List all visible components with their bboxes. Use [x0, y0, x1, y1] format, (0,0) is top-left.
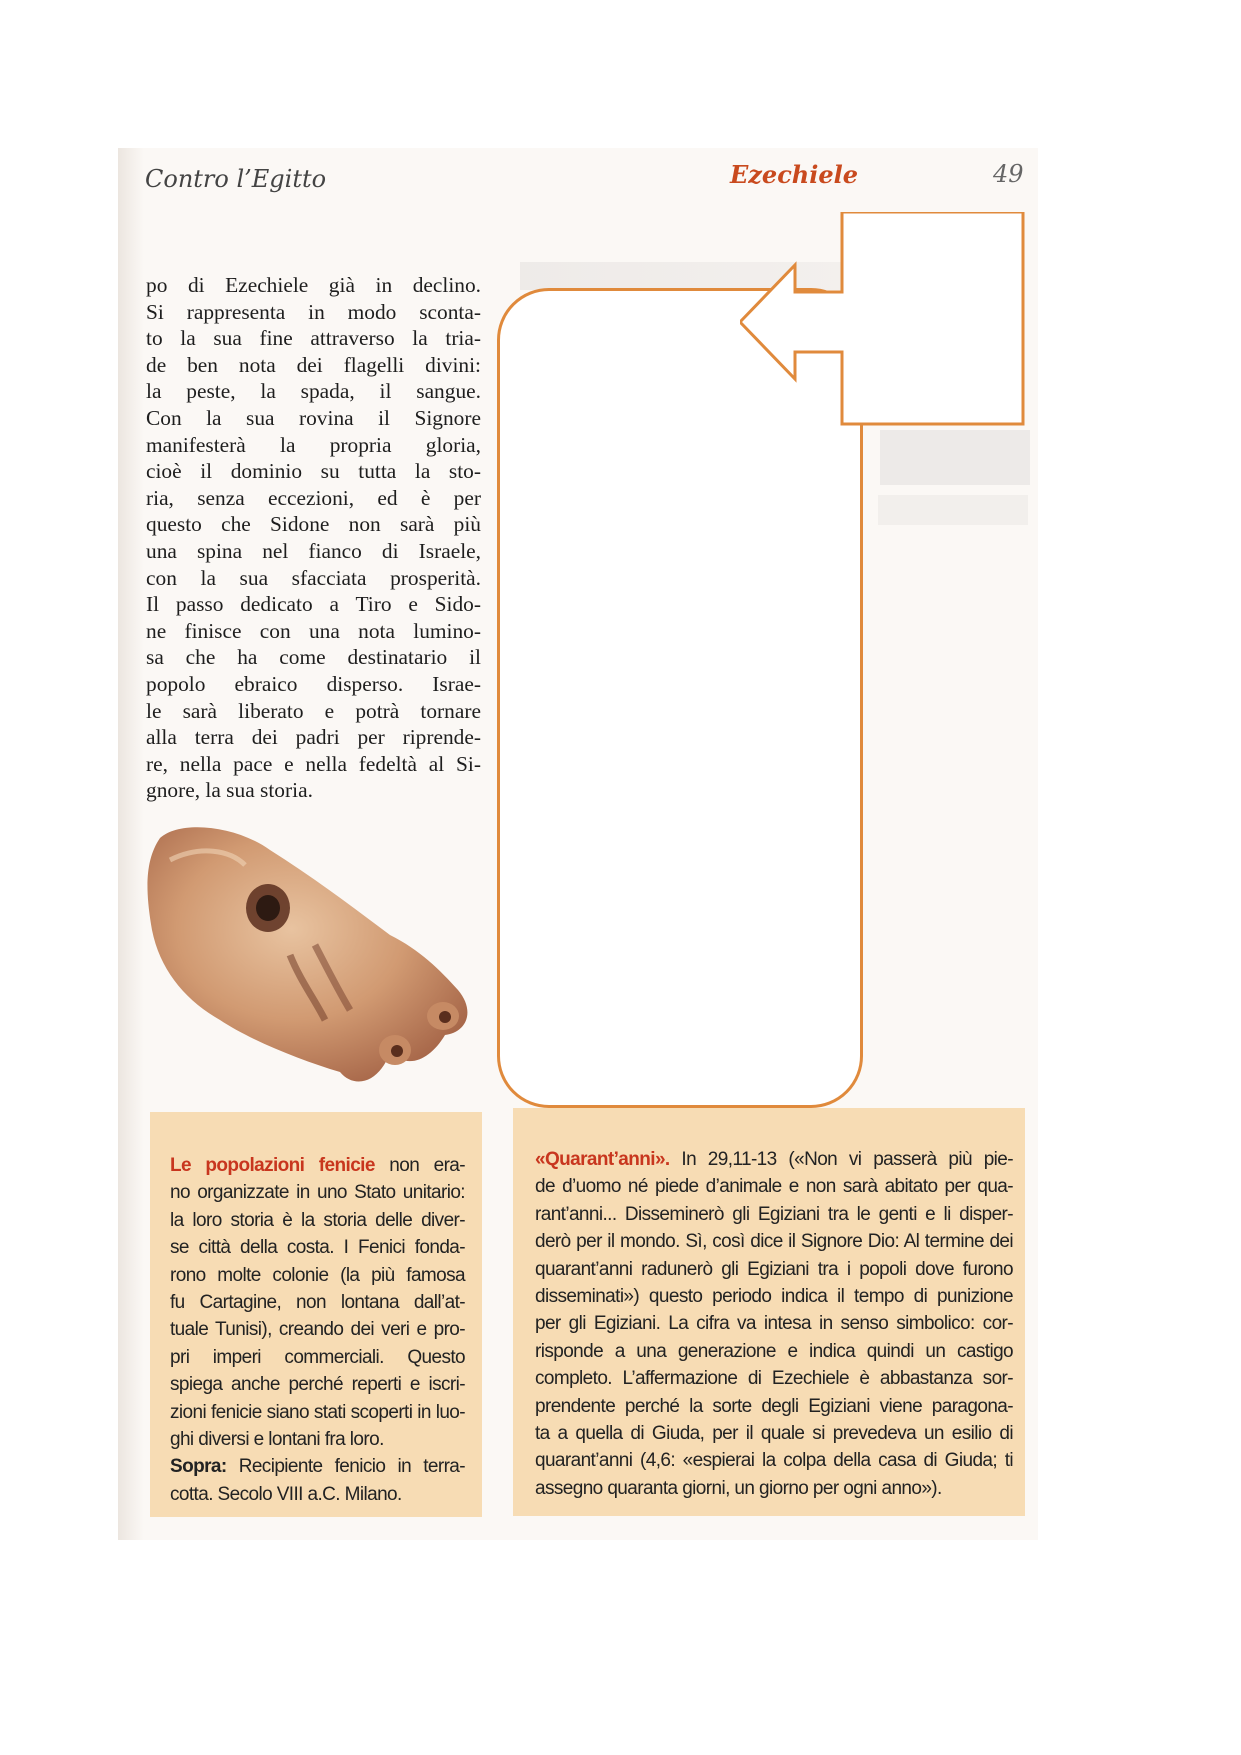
sidebar-line: risponde a una generazione e indica quindi un castigo — [535, 1340, 1013, 1362]
caption-line: Recipiente fenicio in terra- — [226, 1456, 465, 1478]
body-line: popolo ebraico disperso. Israe- — [146, 671, 481, 696]
sidebar-line: per gli Egiziani. La cifra va intesa in senso simbolico: cor- — [535, 1313, 1013, 1335]
body-line: sa che ha come destinatario il — [146, 645, 481, 670]
sidebar-highlight: Le popolazioni fenicie — [170, 1155, 375, 1176]
body-line: le sarà liberato e potrà tornare — [146, 698, 481, 723]
body-line: Il passo dedicato a Tiro e Sido- — [146, 592, 481, 617]
body-line: to la sua fine attraverso la tria- — [146, 326, 481, 351]
body-line: Si rappresenta in modo sconta- — [146, 299, 481, 324]
sidebar-line: In 29,11-13 («Non vi passerà più pie- — [669, 1149, 1013, 1170]
sidebar-line: no organizzate in uno Stato unitario: — [170, 1182, 465, 1204]
bleed-through-block — [880, 430, 1030, 485]
body-line: de ben nota dei flagelli divini: — [146, 352, 481, 377]
sidebar-line: quarant’anni radunerò gli Egiziani tra i popoli dove furono — [535, 1258, 1013, 1280]
sidebar-line: spiega anche perché reperti e iscri- — [170, 1374, 465, 1396]
sidebar-forty-years-text — [535, 1146, 1013, 1502]
sidebar-line: tuale Tunisi), creando dei veri e pro- — [170, 1319, 465, 1341]
body-line: ne finisce con una nota lumino- — [146, 618, 481, 643]
body-line: ria, senza eccezioni, ed è per — [146, 485, 481, 510]
annotation-left-arrow — [740, 212, 1040, 432]
body-line: re, nella pace e nella fedeltà al Si- — [146, 751, 481, 776]
phoenician-vessel-image — [140, 820, 485, 1100]
sidebar-phoenicians — [150, 1112, 482, 1517]
body-line: gnore, la sua storia. — [146, 778, 313, 803]
sidebar-line: de d’uomo né piede d’animale e non sarà abitato per qua- — [535, 1176, 1013, 1198]
body-line: cioè il dominio su tutta la sto- — [146, 459, 481, 484]
sidebar-line: ghi diversi e lontani fra loro. — [170, 1429, 384, 1451]
sidebar-forty-years — [513, 1108, 1025, 1516]
body-line: la peste, la spada, il sangue. — [146, 379, 481, 404]
body-line: questo che Sidone non sarà più — [146, 512, 481, 537]
sidebar-line: rant’anni... Disseminerò gli Egiziani tra le genti e li disper- — [535, 1203, 1013, 1225]
sidebar-line: zioni fenicie siano stati scoperti in luo- — [170, 1401, 465, 1423]
sidebar-line: assegno quaranta giorni, un giorno per ogni anno»). — [535, 1477, 942, 1499]
body-line: alla terra dei padri per riprende- — [146, 725, 481, 750]
bleed-through-block-2 — [878, 495, 1028, 525]
sidebar-line: pri imperi commerciali. Questo — [170, 1346, 465, 1368]
sidebar-line: ta a quella di Giuda, per il quale si prevedeva un esilio di — [535, 1423, 1013, 1445]
body-line: Con la sua rovina il Signore — [146, 405, 481, 430]
sidebar-line: se città della costa. I Fenici fonda- — [170, 1237, 465, 1259]
running-header-center: Ezechiele — [730, 160, 859, 189]
sidebar-line: quarant’anni (4,6: «espierai la colpa della casa di Giuda; ti — [535, 1450, 1013, 1472]
sidebar-highlight: «Quarant’anni». — [535, 1149, 670, 1170]
sidebar-line: non era- — [374, 1155, 465, 1176]
sidebar-line: fu Cartagine, non lontana dall’at- — [170, 1292, 465, 1314]
caption-label: Sopra: — [170, 1456, 227, 1478]
body-line: una spina nel fianco di Israele, — [146, 538, 481, 563]
body-line: po di Ezechiele già in declino. — [146, 273, 481, 297]
sidebar-line: rono molte colonie (la più famosa — [170, 1264, 465, 1286]
body-paragraph — [146, 272, 481, 804]
running-header-left: Contro l’Egitto — [145, 165, 327, 193]
sidebar-phoenicians-text — [170, 1152, 465, 1508]
sidebar-line: prendente perché la sorte degli Egiziani viene paragona- — [535, 1395, 1013, 1417]
body-line: con la sua sfacciata prosperità. — [146, 565, 481, 590]
sidebar-line: la loro storia è la storia delle diver- — [170, 1209, 465, 1231]
body-line: manifesterà la propria gloria, — [146, 432, 481, 457]
sidebar-line: derò per il mondo. Sì, così dice il Signore Dio: Al termine dei — [535, 1231, 1013, 1253]
sidebar-line: completo. L’affermazione di Ezechiele è abbastanza sor- — [535, 1368, 1013, 1390]
page-number: 49 — [993, 160, 1024, 188]
caption-line: cotta. Secolo VIII a.C. Milano. — [170, 1483, 402, 1505]
sidebar-line: disseminati») questo periodo indica il tempo di punizione — [535, 1286, 1013, 1308]
